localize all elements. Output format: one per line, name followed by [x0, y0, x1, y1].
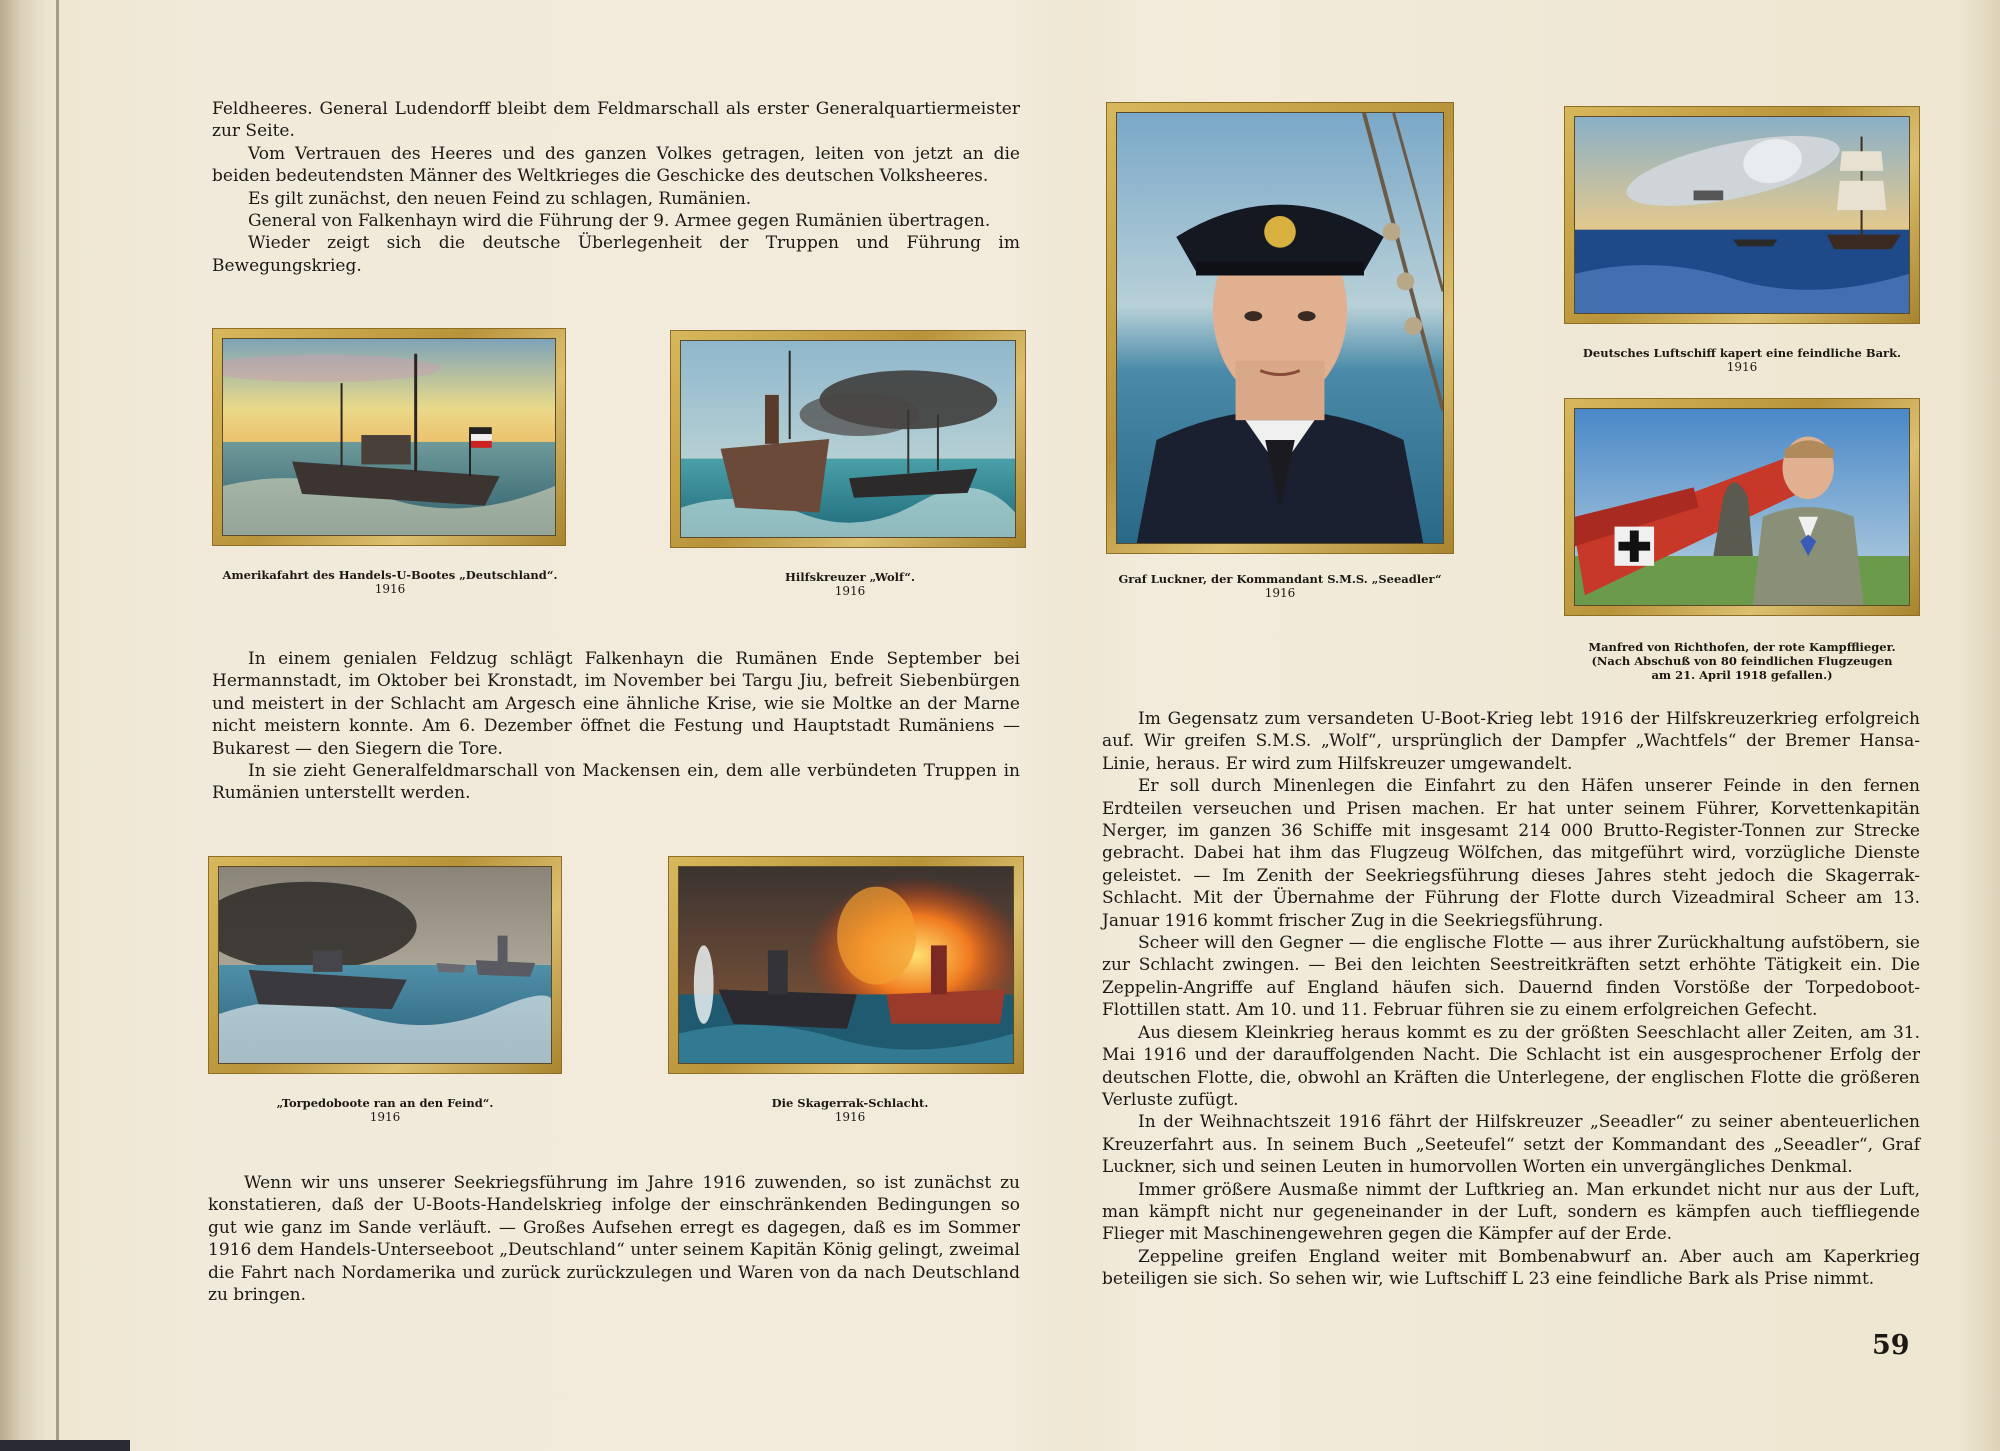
caption-luckner: [1090, 572, 1470, 600]
wolf-ship-illustration: [681, 341, 1015, 537]
paragraph: Es gilt zunächst, den neuen Feind zu schlagen, Rumänien.: [248, 188, 752, 209]
caption-text: „Torpedoboote ran an den Feind“.: [276, 1096, 494, 1110]
paragraph: Wenn wir uns unserer Seekriegsführung im Jahre 1916 zuwenden, so ist zunächst zu konstatieren, daß der U-Boots-Handelskrieg infolge der einschränkenden Bedingungen so gut wie ganz im Sande verläuft. — Großes Aufsehen erregt es dagegen, daß es im Sommer 1916 dem Handels-Unterseeboot „Deutschland“ unter seinem Kapitän König gelingt, zweimal die Fahrt nach Nordamerika und zurück zurückzulegen und Waren von da nach Deutschland zu bringen.: [208, 1173, 1020, 1306]
left-bottom-text: [208, 1172, 1020, 1306]
gutter-fold: [56, 0, 59, 1451]
richthofen-illustration: [1575, 409, 1909, 605]
card-torpedoboote: [208, 856, 562, 1074]
caption-year: 1916: [374, 582, 406, 596]
card-deutschland-submarine: [212, 328, 566, 546]
paragraph: Vom Vertrauen des Heeres und des ganzen Volkes getragen, leiten von jetzt an die beiden bedeutendsten Männer des Weltkrieges die Geschicke des deutschen Volksheeres.: [212, 143, 1020, 187]
caption-skagerrak: [680, 1096, 1020, 1124]
caption-text: am 21. April 1918 gefallen.): [1651, 668, 1833, 682]
card-richthofen: [1564, 398, 1920, 616]
paragraph: Er soll durch Minenlegen die Einfahrt zu den Häfen unserer Feinde in den fernen Erdteilen verseuchen und Prisen machen. Er hat unter seinem Führer, Korvettenkapitän Nerger, im ganzen 36 Schiffe mit insgesamt 214 000 Brutto-Register-Tonnen zur Strecke gebracht. Dabei hat ihm das Flugzeug Wölfchen, das mitgeführt wird, vorzügliche Dienste geleistet. — Im Zenith der Seekriegsführung dieses Jahres steht jedoch die Skagerrak-Schlacht. Mit der Übernahme der Führung der Flotte durch Vizeadmiral Scheer am 13. Januar 1916 kommt frischer Zug in die Seekriegsführung.: [1102, 776, 1920, 931]
page-number: 59: [1872, 1330, 1910, 1361]
caption-text: Die Skagerrak-Schlacht.: [771, 1096, 929, 1110]
paragraph: Immer größere Ausmaße nimmt der Luftkrieg an. Man erkundet nicht nur aus der Luft, man kämpft nicht nur gegeneinander in der Luft, sondern es kämpfen auch tieffliegende Flieger mit Maschinengewehren gegen die Kämpfer auf der Erde.: [1102, 1179, 1920, 1245]
card-zeppelin-bark: [1564, 106, 1920, 324]
luckner-portrait-illustration: [1117, 113, 1443, 543]
caption-text: (Nach Abschuß von 80 feindlichen Flugzeugen: [1591, 654, 1893, 668]
caption-year: 1916: [834, 1110, 866, 1124]
paragraph: Aus diesem Kleinkrieg heraus kommt es zu der größten Seeschlacht aller Zeiten, am 31. Mai 1916 und der darauffolgenden Nacht. Die Schlacht ist ein ausgesprochener Erfolg der deutschen Flotte, die, obwohl an Kräften die Unterlegene, der englischen Flotte die größeren Verluste zufügt.: [1102, 1022, 1920, 1110]
caption-year: 1916: [1726, 360, 1758, 374]
left-top-text: [212, 98, 1020, 277]
paragraph: Feldheeres. General Ludendorff bleibt dem Feldmarschall als erster Generalquartiermeister zur Seite.: [212, 99, 1020, 142]
caption-text: Amerikafahrt des Handels-U-Bootes „Deutschland“.: [222, 568, 558, 582]
paragraph: In sie zieht Generalfeldmarschall von Mackensen ein, dem alle verbündeten Truppen in Rumänien unterstellt werden.: [212, 761, 1020, 804]
cover-edge: [0, 1440, 130, 1451]
caption-torpedo: [200, 1096, 570, 1124]
card-graf-luckner: [1106, 102, 1454, 554]
card-hilfskreuzer-wolf: [670, 330, 1026, 548]
paragraph: General von Falkenhayn wird die Führung der 9. Armee gegen Rumänien übertragen.: [248, 211, 991, 232]
caption-deutschland: [180, 568, 600, 596]
caption-year: 1916: [834, 584, 866, 598]
book-gutter: [0, 0, 62, 1451]
torpedo-boats-illustration: [219, 867, 551, 1063]
left-middle-text: [212, 648, 1020, 805]
caption-text: Graf Luckner, der Kommandant S.M.S. „Seeadler“: [1118, 572, 1442, 586]
paragraph: Scheer will den Gegner — die englische Flotte — aus ihrer Zurückhaltung aufstöbern, sie zur Schlacht zwingen. — Bei den leichten Seestreitkräften setzt erhöhte Tätigkeit ein. Die Zeppelin-Angriffe auf England häufen sich. Dauernd finden Vorstöße der Torpedoboot-Flottillen statt. Am 10. und 11. Februar führen sie zu einem erfolgreichen Gefecht.: [1102, 933, 1920, 1021]
paragraph: Wieder zeigt sich die deutsche Überlegenheit der Truppen und Führung im Bewegungskrieg.: [212, 233, 1020, 276]
caption-year: 1916: [369, 1110, 401, 1124]
caption-year: 1916: [1264, 586, 1296, 600]
caption-richthofen: [1530, 640, 1954, 682]
skagerrak-battle-illustration: [679, 867, 1013, 1063]
caption-text: Hilfskreuzer „Wolf“.: [785, 570, 915, 584]
paragraph: Im Gegensatz zum versandeten U-Boot-Krieg lebt 1916 der Hilfskreuzerkrieg erfolgreich auf. Wir greifen S.M.S. „Wolf“, ursprünglich der Dampfer „Wachtfels“ der Bremer Hansa-Linie, heraus. Er wird zum Hilfskreuzer umgewandelt.: [1102, 709, 1920, 774]
paragraph: In der Weihnachtszeit 1916 fährt der Hilfskreuzer „Seeadler“ zu seiner abenteuerlichen Kreuzerfahrt aus. In seinem Buch „Seeteufel“ setzt der Kommandant des „Seeadler“, Graf Luckner, sich und seinen Leuten in humorvollen Worten ein unvergängliches Denkmal.: [1102, 1112, 1920, 1178]
paragraph: In einem genialen Feldzug schlägt Falkenhayn die Rumänen Ende September bei Hermannstadt, im Oktober bei Kronstadt, im November bei Targu Jiu, befreit Siebenbürgen und meistert in der Schlacht am Argesch eine ähnliche Krise, wie sie Moltke an der Marne nicht meistern konnte. Am 6. Dezember öffnet die Festung und Hauptstadt Rumäniens — Bukarest — den Siegern die Tore.: [212, 649, 1020, 759]
caption-zeppelin: [1540, 346, 1944, 374]
paragraph: Zeppeline greifen England weiter mit Bombenabwurf an. Aber auch am Kaperkrieg beteiligen sie sich. So sehen wir, wie Luftschiff L 23 eine feindliche Bark als Prise nimmt.: [1102, 1246, 1920, 1290]
card-skagerrak: [668, 856, 1024, 1074]
caption-text: Manfred von Richthofen, der rote Kampfflieger.: [1588, 640, 1896, 654]
caption-text: Deutsches Luftschiff kapert eine feindliche Bark.: [1582, 346, 1902, 360]
zeppelin-illustration: [1575, 117, 1909, 313]
right-text: [1102, 708, 1920, 1291]
submarine-illustration: [223, 339, 555, 535]
caption-wolf: [680, 570, 1020, 598]
